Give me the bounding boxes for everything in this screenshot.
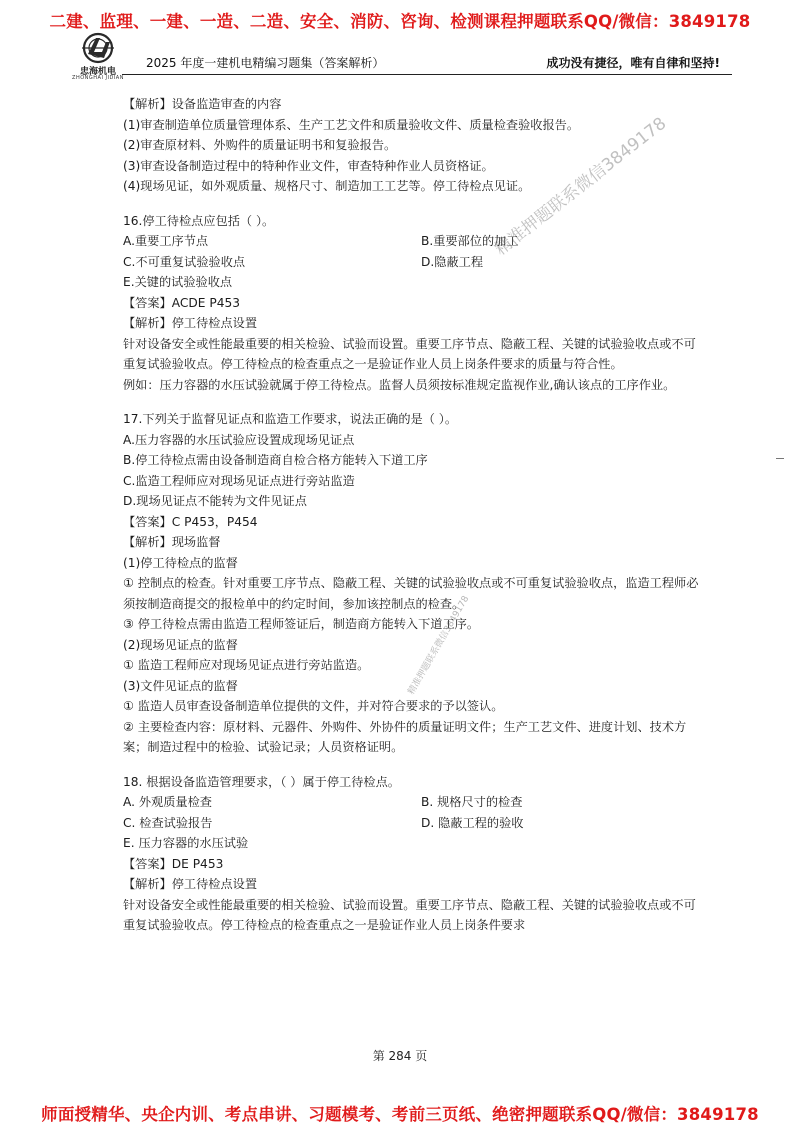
small-watermark: 精准押题联系微信3849178 bbox=[406, 594, 472, 697]
header-motto: 成功没有捷径，唯有自律和坚持! bbox=[546, 56, 720, 70]
header-title: 2025 年度一建机电精编习题集（答案解析） bbox=[146, 56, 385, 70]
q17-subsection-title: (3)文件见证点的监督 bbox=[123, 678, 238, 693]
q16-option-d: D.隐蔽工程 bbox=[421, 254, 484, 269]
q17-stem: 17.下列关于监督见证点和监造工作要求，说法正确的是（ ）。 bbox=[123, 412, 458, 426]
q16-option-b: B.重要部位的加工 bbox=[421, 234, 519, 248]
q18-option-d: D. 隐蔽工程的验收 bbox=[421, 815, 524, 830]
q16-analysis-heading: 【解析】停工待检点设置 bbox=[123, 316, 258, 330]
q17-answer: 【答案】C P453，P454 bbox=[123, 514, 258, 529]
bottom-promo-banner: 师面授精华、央企内训、考点串讲、习题模考、考前三页纸、绝密押题联系QQ/微信：3849178 bbox=[41, 1105, 759, 1124]
q17-option-d: D.现场见证点不能转为文件见证点 bbox=[123, 494, 307, 508]
diagonal-watermark: 精准押题联系微信3849178 bbox=[491, 113, 671, 260]
q18-options-row-2 bbox=[123, 813, 703, 834]
q16-analysis-paragraph: 针对设备安全或性能最重要的相关检验、试验而设置。重要工序节点、隐蔽工程、关键的试验验收点或不可重复试验验收点。停工待检点的检查重点之一是验证作业人员上岗条件要求的质量与符合性。 bbox=[123, 336, 696, 371]
page-header bbox=[58, 32, 720, 84]
q17-subsection-item: ② 主要检查内容：原材料、元器件、外购件、外协件的质量证明文件；生产工艺文件、进度计划、技术方案；制造过程中的检验、试验记录；人员资格证明。 bbox=[123, 719, 687, 754]
q16-options-row-2 bbox=[123, 252, 703, 273]
q18-answer: 【答案】DE P453 bbox=[123, 856, 224, 871]
page-number: 第 284 页 bbox=[372, 1049, 428, 1063]
q16-answer: 【答案】ACDE P453 bbox=[123, 295, 240, 310]
top-analysis-item: (1)审查制造单位质量管理体系、生产工艺文件和质量验收文件、质量检查验收报告。 bbox=[123, 117, 580, 132]
q18-option-b: B. 规格尺寸的检查 bbox=[421, 795, 523, 809]
logo-name: 忠海机电 bbox=[79, 67, 116, 77]
q18-options-row-1 bbox=[123, 792, 703, 813]
scan-edge-mark bbox=[776, 458, 784, 459]
q18-stem: 18. 根据设备监造管理要求，（ ）属于停工待检点。 bbox=[123, 774, 400, 789]
q18-option-c: C. 检查试验报告 bbox=[123, 815, 213, 830]
q17-option-c: C.监造工程师应对现场见证点进行旁站监造 bbox=[123, 473, 355, 488]
top-promo-banner: 二建、监理、一建、一造、二造、安全、消防、咨询、检测课程押题联系QQ/微信：3849178 bbox=[49, 12, 751, 31]
q17-option-b: B.停工待检点需由设备制造商自检合格方能转入下道工序 bbox=[123, 453, 428, 467]
q16-stem: 16.停工待检点应包括（ ）。 bbox=[123, 213, 275, 228]
q17-analysis-heading: 【解析】现场监督 bbox=[123, 535, 221, 549]
q18-analysis-heading: 【解析】停工待检点设置 bbox=[123, 877, 258, 891]
top-analysis-heading: 【解析】设备监造审查的内容 bbox=[123, 97, 282, 111]
q17-subsection-item: ③ 停工待检点需由监造工程师签证后，制造商方能转入下道工序。 bbox=[123, 617, 480, 631]
q17-subsection-item: ① 监造人员审查设备制造单位提供的文件，并对符合要求的予以签认。 bbox=[123, 699, 504, 713]
q16-analysis-example: 例如：压力容器的水压试验就属于停工待检点。监督人员须按标准规定监视作业,确认该点的工序作业。 bbox=[123, 377, 676, 392]
q17-subsection-item: ① 控制点的检查。针对重要工序节点、隐蔽工程、关键的试验验收点或不可重复试验验收点，监造工程师必须按制造商提交的报检单中的约定时间，参加该控制点的检查。 bbox=[123, 576, 699, 611]
header-divider bbox=[122, 74, 732, 75]
top-analysis-item: (3)审查设备制造过程中的特种作业文件，审查特种作业人员资格证。 bbox=[123, 158, 494, 173]
q18-option-a: A. 外观质量检查 bbox=[123, 795, 212, 809]
q16-option-c: C.不可重复试验验收点 bbox=[123, 254, 246, 269]
top-analysis-item: (2)审查原材料、外购件的质量证明书和复验报告。 bbox=[123, 138, 397, 152]
q17-subsection-title: (2)现场见证点的监督 bbox=[123, 637, 238, 652]
q18-option-e: E. 压力容器的水压试验 bbox=[123, 836, 249, 850]
page-content bbox=[123, 94, 703, 936]
q17-subsection-item: ① 监造工程师应对现场见证点进行旁站监造。 bbox=[123, 658, 370, 672]
top-analysis-item: (4)现场见证，如外观质量、规格尺寸、制造加工工艺等。停工待检点见证。 bbox=[123, 179, 531, 193]
q16-option-a: A.重要工序节点 bbox=[123, 234, 209, 248]
logo-subtitle: ZHONGHAI JIDIAN bbox=[72, 75, 124, 81]
q16-options-row-1 bbox=[123, 231, 703, 252]
q18-analysis-paragraph: 针对设备安全或性能最重要的相关检验、试验而设置。重要工序节点、隐蔽工程、关键的试验验收点或不可重复试验验收点。停工待检点的检查重点之一是验证作业人员上岗条件要求 bbox=[123, 897, 696, 932]
q17-option-a: A.压力容器的水压试验应设置成现场见证点 bbox=[123, 432, 355, 447]
q17-subsection-title: (1)停工待检点的监督 bbox=[123, 555, 238, 570]
q16-option-e: E.关键的试验验收点 bbox=[123, 275, 233, 289]
